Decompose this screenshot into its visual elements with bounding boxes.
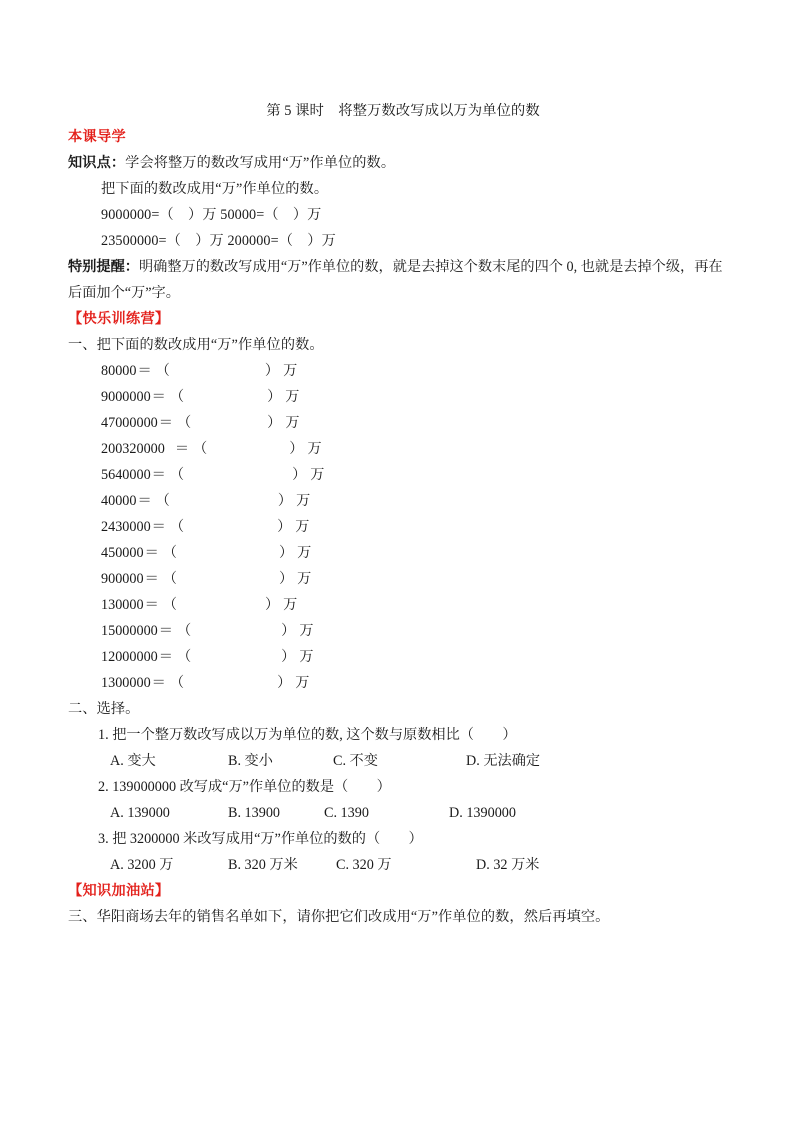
exercise-2-list	[68, 722, 728, 878]
paren-close: ）	[267, 415, 282, 431]
choice-option[interactable]: D. 1390000	[449, 805, 516, 821]
choice-option[interactable]: C. 320 万	[336, 857, 392, 873]
fill-in-number: 80000	[101, 363, 137, 379]
equals-sign: ＝	[158, 649, 173, 665]
paren-open: （	[193, 441, 208, 457]
knowledge-point-text: 学会将整万的数改写成用“万”作单位的数。	[125, 155, 396, 171]
equals-sign: ＝	[144, 597, 159, 613]
paren-open: （	[169, 675, 185, 691]
choice-option[interactable]: A. 变大	[110, 753, 156, 769]
choice-option-row	[68, 748, 728, 774]
choice-question-prompt: 1. 把一个整万数改写成以万为单位的数, 这个数与原数相比（ ）	[98, 727, 517, 743]
guide-example-2: 23500000=（ ）万 200000=（ ）万	[101, 233, 336, 249]
fill-in-number: 12000000	[101, 649, 158, 665]
unit-wan: 万	[295, 675, 310, 691]
paren-close: ）	[292, 467, 307, 483]
fill-in-number: 9000000	[101, 389, 151, 405]
unit-wan: 万	[285, 389, 300, 405]
fill-in-row	[68, 436, 728, 462]
paren-open: （	[162, 571, 177, 587]
paren-close: ）	[278, 545, 294, 561]
fill-in-number: 47000000	[101, 415, 158, 431]
exercise-2-title: 二、选择。	[68, 701, 140, 717]
unit-wan: 万	[310, 467, 325, 483]
equals-sign: ＝	[137, 363, 152, 379]
guide-example-1: 9000000=（ ）万 50000=（ ）万	[101, 207, 322, 223]
section-heading-booster: 【知识加油站】	[68, 883, 170, 899]
fill-in-row	[68, 644, 728, 670]
equals-sign: ＝	[158, 623, 173, 639]
paren-open: （	[155, 363, 170, 379]
fill-in-row	[68, 488, 728, 514]
fill-in-number: 1300000	[101, 675, 151, 691]
section-heading-guide: 本课导学	[68, 129, 126, 145]
unit-wan: 万	[283, 363, 298, 379]
choice-option-row	[68, 852, 728, 878]
choice-option[interactable]: D. 无法确定	[466, 753, 541, 769]
guide-instruction: 把下面的数改成用“万”作单位的数。	[101, 181, 329, 197]
unit-wan: 万	[296, 493, 311, 509]
special-tip-line	[68, 254, 728, 306]
choice-option[interactable]: B. 320 万米	[228, 857, 298, 873]
unit-wan: 万	[297, 571, 312, 587]
fill-in-number: 2430000	[101, 519, 151, 535]
fill-in-row	[68, 358, 728, 384]
paren-close: ）	[264, 363, 280, 379]
unit-wan: 万	[297, 545, 312, 561]
unit-wan: 万	[299, 649, 314, 665]
fill-in-row	[68, 514, 728, 540]
equals-sign: ＝	[151, 467, 166, 483]
fill-in-row	[68, 618, 728, 644]
paren-close: ）	[278, 571, 294, 587]
choice-option[interactable]: B. 13900	[228, 805, 281, 821]
document-content	[68, 98, 728, 930]
paren-open: （	[169, 467, 185, 483]
paren-open: （	[169, 389, 185, 405]
page-title: 第 5 课时 将整万数改写成以万为单位的数	[266, 103, 540, 119]
fill-in-row	[68, 670, 728, 696]
fill-in-number: 15000000	[101, 623, 158, 639]
paren-close: ）	[289, 441, 304, 457]
fill-in-row	[68, 566, 728, 592]
fill-in-row	[68, 540, 728, 566]
knowledge-point-label: 知识点：	[68, 155, 126, 171]
paren-open: （	[176, 623, 192, 639]
paren-open: （	[169, 519, 185, 535]
fill-in-number: 130000	[101, 597, 144, 613]
equals-sign: ＝	[151, 675, 166, 691]
paren-close: ）	[277, 675, 292, 691]
paren-open: （	[162, 545, 177, 561]
paren-close: ）	[277, 493, 293, 509]
fill-in-number: 200320000	[101, 441, 165, 457]
knowledge-point-line	[68, 150, 728, 176]
choice-option[interactable]: A. 139000	[110, 805, 170, 821]
choice-question-prompt: 3. 把 3200000 米改写成用“万”作单位的数的（ ）	[98, 831, 423, 847]
equals-sign: ＝	[144, 545, 159, 561]
special-tip-text: 明确整万的数改写成用“万”作单位的数，就是去掉这个数末尾的四个 0, 也就是去掉个级，再在后面加个“万”字。	[68, 259, 723, 301]
equals-sign: ＝	[144, 571, 159, 587]
exercise-3-title: 三、华阳商场去年的销售名单如下，请你把它们改成用“万”作单位的数，然后再填空。	[68, 909, 610, 925]
paren-close: ）	[281, 623, 296, 639]
exercise-1-title: 一、把下面的数改成用“万”作单位的数。	[68, 337, 324, 353]
unit-wan: 万	[299, 623, 314, 639]
unit-wan: 万	[295, 519, 310, 535]
choice-question-prompt: 2. 139000000 改写成“万”作单位的数是（ ）	[98, 779, 391, 795]
paren-open: （	[162, 597, 177, 613]
paren-close: ）	[281, 649, 296, 665]
equals-sign: ＝	[174, 441, 190, 457]
paren-close: ）	[264, 597, 280, 613]
fill-in-number: 450000	[101, 545, 144, 561]
equals-sign: ＝	[158, 415, 173, 431]
paren-open: （	[176, 415, 192, 431]
unit-wan: 万	[283, 597, 298, 613]
fill-in-number: 40000	[101, 493, 137, 509]
paren-close: ）	[267, 389, 282, 405]
special-tip-label: 特别提醒：	[68, 259, 139, 275]
unit-wan: 万	[307, 441, 322, 457]
choice-option[interactable]: C. 不变	[333, 753, 378, 769]
fill-in-number: 5640000	[101, 467, 151, 483]
fill-in-row	[68, 462, 728, 488]
choice-option-row	[68, 800, 728, 826]
choice-option[interactable]: C. 1390	[324, 805, 369, 821]
equals-sign: ＝	[151, 389, 166, 405]
paren-open: （	[155, 493, 170, 509]
unit-wan: 万	[285, 415, 300, 431]
choice-option[interactable]: D. 32 万米	[476, 857, 540, 873]
fill-in-number: 900000	[101, 571, 144, 587]
paren-open: （	[176, 649, 192, 665]
equals-sign: ＝	[151, 519, 166, 535]
section-heading-training: 【快乐训练营】	[68, 311, 170, 327]
fill-in-row	[68, 592, 728, 618]
fill-in-row	[68, 410, 728, 436]
fill-in-row	[68, 384, 728, 410]
exercise-1-list	[68, 358, 728, 696]
choice-option[interactable]: B. 变小	[228, 753, 273, 769]
paren-close: ）	[277, 519, 292, 535]
equals-sign: ＝	[137, 493, 152, 509]
choice-option[interactable]: A. 3200 万	[110, 857, 174, 873]
